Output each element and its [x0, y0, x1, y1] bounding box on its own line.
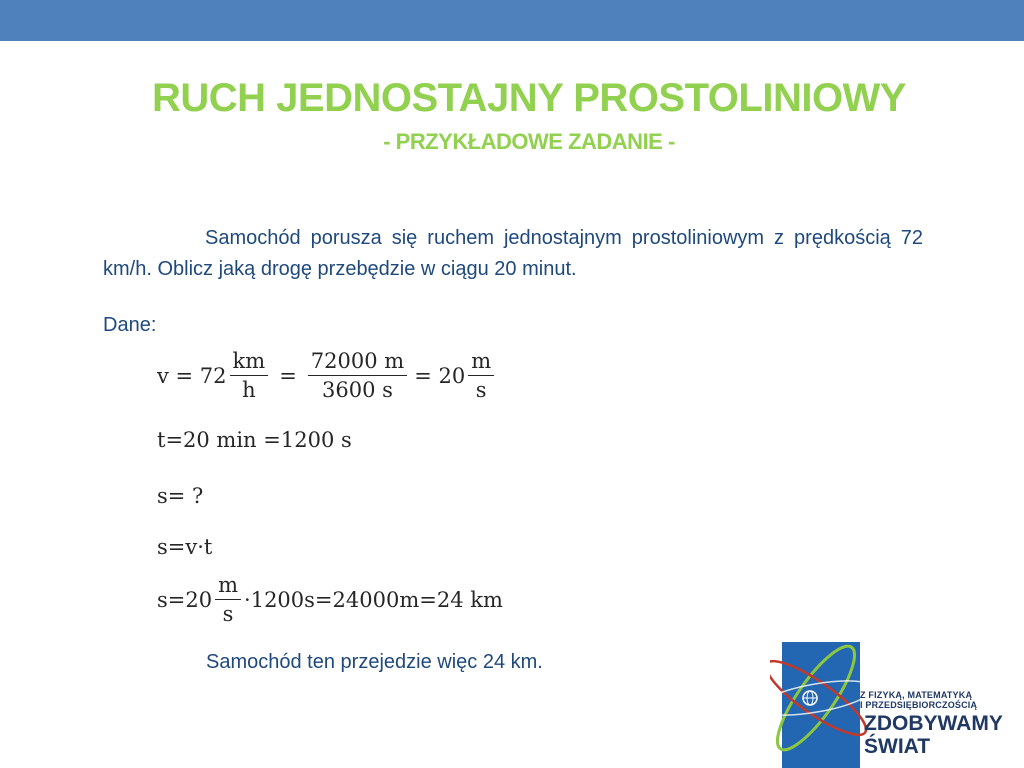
- fraction-denominator: h: [242, 378, 256, 402]
- fraction-numerator: 72000 m: [308, 349, 407, 376]
- distance-formula: [157, 535, 212, 559]
- logo-wordmark-line2: ŚWIAT: [864, 735, 931, 758]
- fraction-km-h: [230, 349, 269, 402]
- fraction-numerator: km: [230, 349, 269, 376]
- given-label: Dane:: [103, 314, 157, 336]
- fraction-m-s: [215, 573, 241, 626]
- velocity-result: = 20: [414, 363, 466, 388]
- fraction-numerator: m: [468, 349, 494, 376]
- slide-subtitle: - PRZYKŁADOWE ZADANIE -: [383, 129, 675, 154]
- velocity-equation: [157, 349, 497, 402]
- velocity-lhs: v = 72: [157, 363, 227, 388]
- conclusion-text: Samochód ten przejedzie więc 24 km.: [206, 651, 543, 673]
- fraction-denominator: s: [222, 602, 234, 626]
- top-bar: [0, 0, 1024, 41]
- fraction-denominator: s: [475, 378, 487, 402]
- distance-formula-text: s=v·t: [157, 535, 213, 559]
- time-equation: [157, 428, 352, 452]
- time-equation-text: t=20 min =1200 s: [157, 428, 352, 452]
- logo-tagline: [860, 690, 977, 710]
- logo-wordmark: [864, 712, 1003, 758]
- unknown-distance-text: s= ?: [157, 484, 204, 508]
- logo-tagline-line1: Z FIZYKĄ, MATEMATYKĄ: [860, 690, 973, 700]
- slide-title: RUCH JEDNOSTAJNY PROSTOLINIOWY: [152, 76, 906, 120]
- result-equation: [157, 573, 503, 626]
- equals-sign: =: [279, 363, 297, 388]
- fraction-72000m-3600s: [308, 349, 407, 402]
- fraction-m-s: [468, 349, 494, 402]
- unknown-distance: [157, 484, 203, 508]
- result-lhs: s=20: [157, 587, 213, 612]
- fraction-denominator: 3600 s: [322, 378, 393, 402]
- problem-text: Samochód porusza się ruchem jednostajnym prostoliniowym z prędkością 72 km/h. Oblicz jaką drogę przebędzie w ciągu 20 minut.: [103, 227, 923, 280]
- result-rhs: ·1200s=24000m=24 km: [244, 587, 503, 612]
- logo-tagline-line2: I PRZEDSIĘBIORCZOŚCIĄ: [860, 700, 978, 710]
- fraction-numerator: m: [215, 573, 241, 600]
- logo-wordmark-line1: ZDOBYWAMY: [864, 712, 1003, 735]
